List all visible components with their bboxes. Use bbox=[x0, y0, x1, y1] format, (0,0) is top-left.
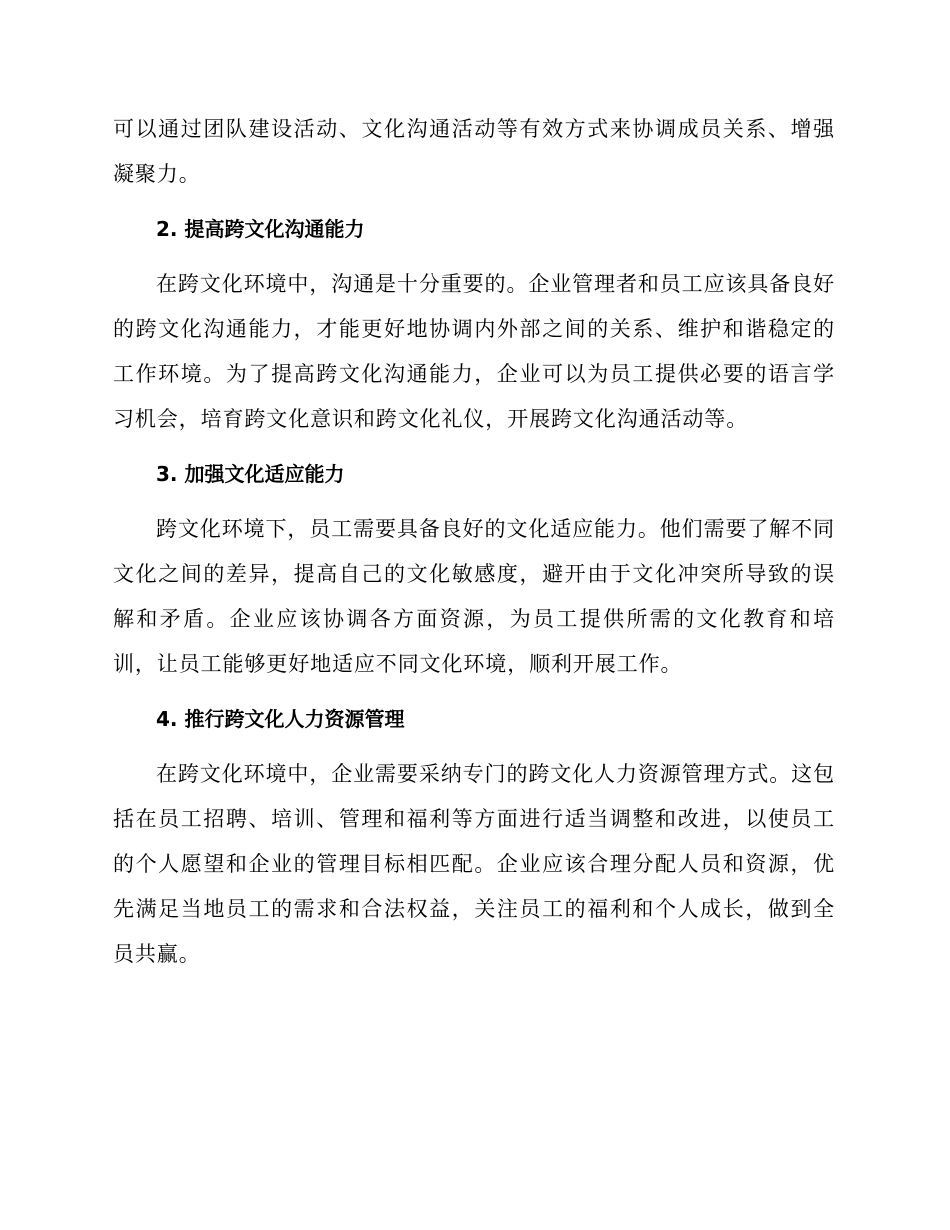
section-body-hr-management: 在跨文化环境中，企业需要采纳专门的跨文化人力资源管理方式。这包括在员工招聘、培训、管理和福利等方面进行适当调整和改进，以使员工的个人愿望和企业的管理目标相匹配。企业应该合理分配人员和资源，优先满足当地员工的需求和合法权益，关注员工的福利和个人成长，做到全员共赢。 bbox=[113, 762, 835, 966]
section-body-adaptation: 跨文化环境下，员工需要具备良好的文化适应能力。他们需要了解不同文化之间的差异，提高自己的文化敏感度，避开由于文化冲突所导致的误解和矛盾。企业应该协调各方面资源，为员工提供所需的文化教育和培训，让员工能够更好地适应不同文化环境，顺利开展工作。 bbox=[113, 517, 835, 676]
section-heading-hr-management: 4. 推行跨文化人力资源管理 bbox=[156, 707, 405, 731]
section-heading-adaptation: 3. 加强文化适应能力 bbox=[156, 462, 345, 486]
section-heading-communication: 2. 提高跨文化沟通能力 bbox=[156, 217, 365, 241]
section-body-communication: 在跨文化环境中，沟通是十分重要的。企业管理者和员工应该具备良好的跨文化沟通能力，才能更好地协调内外部之间的关系、维护和谐稳定的工作环境。为了提高跨文化沟通能力，企业可以为员工提供必要的语言学习机会，培育跨文化意识和跨文化礼仪，开展跨文化沟通活动等。 bbox=[113, 272, 835, 431]
document-page bbox=[113, 107, 835, 977]
intro-paragraph: 可以通过团队建设活动、文化沟通活动等有效方式来协调成员关系、增强凝聚力。 bbox=[113, 117, 835, 186]
